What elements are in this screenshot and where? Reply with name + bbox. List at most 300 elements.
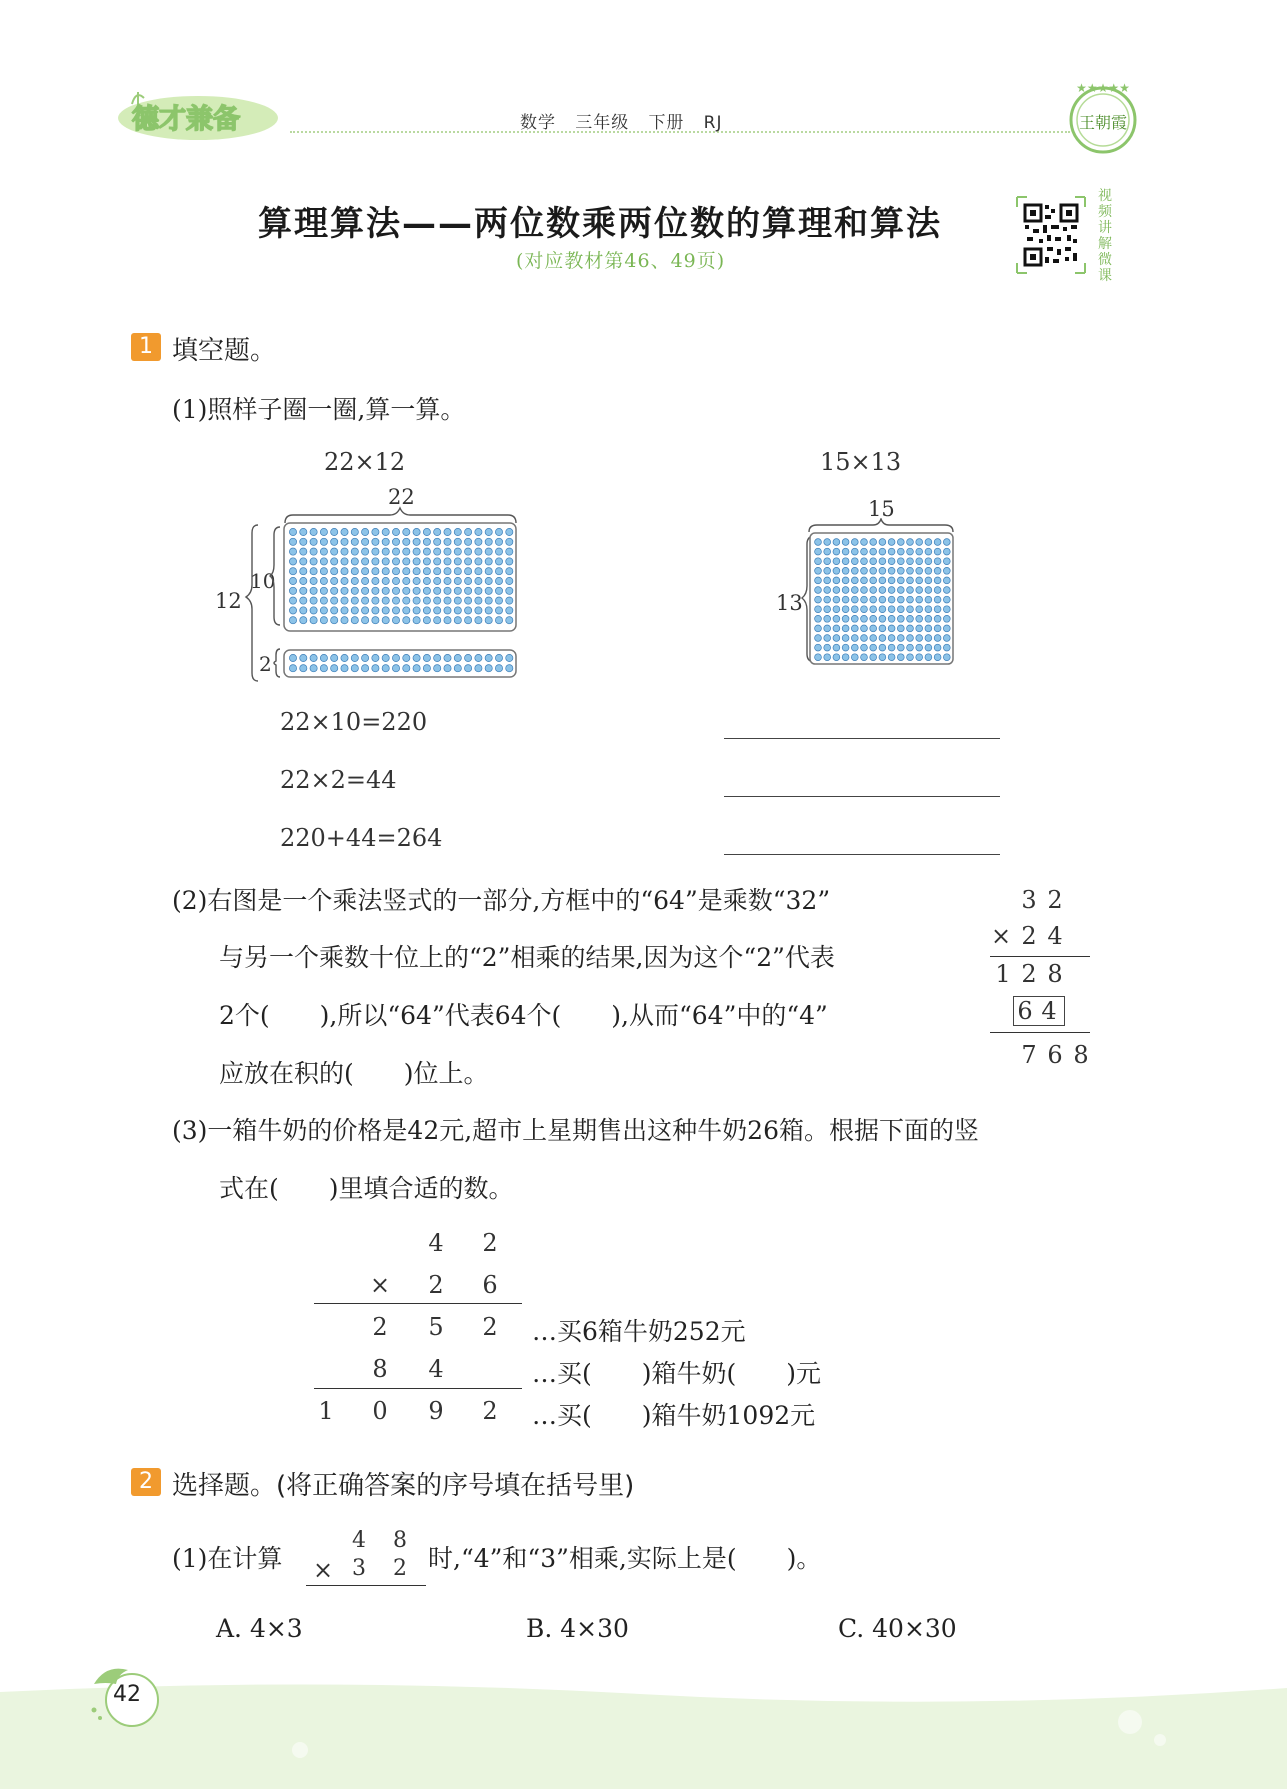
dot: [916, 615, 923, 622]
s2-multiply-sign: ×: [312, 1556, 334, 1584]
dot: [916, 587, 923, 594]
dot: [351, 558, 358, 565]
dot: [879, 596, 886, 603]
dot: [824, 539, 831, 546]
dot: [943, 558, 950, 565]
qr-code-icon[interactable]: [1015, 195, 1087, 275]
dot: [934, 644, 941, 651]
dot: [465, 587, 472, 594]
dot: [495, 607, 502, 614]
dot: [341, 548, 348, 555]
q2-digit: 8: [1073, 1041, 1089, 1069]
dot: [475, 665, 482, 672]
dot: [465, 528, 472, 535]
dot: [833, 596, 840, 603]
dot: [413, 665, 420, 672]
dot: [916, 596, 923, 603]
dot: [413, 558, 420, 565]
dot: [506, 597, 513, 604]
dot: [934, 548, 941, 555]
dot: [851, 539, 858, 546]
dot: [916, 644, 923, 651]
dot: [403, 607, 410, 614]
dot: [851, 625, 858, 632]
dot: [423, 568, 430, 575]
q2-line-4: 应放在积的( )位上。: [219, 1059, 489, 1088]
dot: [495, 577, 502, 584]
dot: [351, 538, 358, 545]
dot: [925, 596, 932, 603]
dot: [879, 539, 886, 546]
section-2-title: 选择题。(将正确答案的序号填在括号里): [172, 1471, 635, 1501]
s2-q1-vertical: [306, 1526, 426, 1588]
dot: [506, 607, 513, 614]
dot: [362, 597, 369, 604]
dot: [943, 577, 950, 584]
dot: [413, 568, 420, 575]
dot: [943, 606, 950, 613]
dot: [861, 635, 868, 642]
dot: [842, 615, 849, 622]
task-width-label: 15: [868, 497, 895, 521]
dot: [444, 568, 451, 575]
page-title: 算理算法——两位数乘两位数的算理和算法: [258, 204, 942, 244]
option-c[interactable]: C. 40×30: [838, 1614, 957, 1643]
dot: [861, 558, 868, 565]
q3-rule-2: [314, 1388, 522, 1389]
dot: [870, 644, 877, 651]
dot: [423, 538, 430, 545]
dot: [907, 615, 914, 622]
dot: [382, 597, 389, 604]
header-subtitle: [520, 108, 722, 133]
dot: [341, 587, 348, 594]
grade: 三年级: [575, 113, 630, 133]
dot: [907, 625, 914, 632]
dot: [824, 567, 831, 574]
dot: [444, 607, 451, 614]
q3-vertical-multiplication: [314, 1225, 524, 1425]
dot: [833, 635, 840, 642]
dot: [934, 587, 941, 594]
q3-digit: 4: [428, 1355, 444, 1383]
dot: [382, 577, 389, 584]
q3-digit: 9: [428, 1397, 444, 1425]
dot: [320, 597, 327, 604]
dot: [907, 548, 914, 555]
dot: [879, 606, 886, 613]
dot: [815, 558, 822, 565]
dot: [382, 587, 389, 594]
dot: [362, 558, 369, 565]
dot: [897, 596, 904, 603]
dot: [392, 528, 399, 535]
dot: [888, 644, 895, 651]
dot: [833, 615, 840, 622]
example-step-2: 22×2=44: [280, 766, 397, 794]
dot: [495, 548, 502, 555]
dot: [341, 577, 348, 584]
dot: [506, 617, 513, 624]
dot: [423, 558, 430, 565]
dot: [934, 635, 941, 642]
dot: [495, 558, 502, 565]
dot: [372, 607, 379, 614]
dot: [351, 617, 358, 624]
dot: [888, 577, 895, 584]
dot: [815, 539, 822, 546]
dot: [320, 548, 327, 555]
dot: [362, 548, 369, 555]
dot: [362, 528, 369, 535]
dot: [454, 568, 461, 575]
dot: [475, 587, 482, 594]
dot: [454, 665, 461, 672]
dot: [465, 568, 472, 575]
q3-note-1: …买6箱牛奶252元: [532, 1317, 746, 1346]
s2-digit: 4: [352, 1528, 366, 1553]
dot: [861, 644, 868, 651]
q2-digit: 2: [1021, 922, 1037, 950]
dot: [861, 577, 868, 584]
dot: [943, 587, 950, 594]
dot: [495, 654, 502, 661]
dot: [300, 654, 307, 661]
dot: [382, 617, 389, 624]
dot: [897, 587, 904, 594]
dot: [888, 625, 895, 632]
option-b[interactable]: B. 4×30: [526, 1614, 629, 1643]
dot: [351, 548, 358, 555]
dot: [842, 654, 849, 661]
dot: [495, 528, 502, 535]
dot: [475, 607, 482, 614]
q2-digit: 8: [1047, 960, 1063, 988]
dot: [413, 607, 420, 614]
q2-line-1: (2)右图是一个乘法竖式的一部分,方框中的“64”是乘数“32”: [172, 886, 831, 915]
dot: [815, 644, 822, 651]
dot: [341, 617, 348, 624]
dot: [870, 558, 877, 565]
dot: [907, 635, 914, 642]
task-dot-array: [795, 518, 955, 673]
dot: [870, 615, 877, 622]
s2-digit: 2: [393, 1556, 407, 1581]
dot: [372, 654, 379, 661]
dot: [916, 577, 923, 584]
dot: [392, 654, 399, 661]
footer-decoration: [0, 1680, 1287, 1789]
dot: [506, 568, 513, 575]
dot: [403, 577, 410, 584]
dot: [300, 568, 307, 575]
dot: [833, 654, 840, 661]
dot: [934, 558, 941, 565]
q2-rule-1: [990, 956, 1090, 957]
q1-prompt: (1)照样子圈一圈,算一算。: [172, 395, 466, 424]
dot: [842, 625, 849, 632]
dot: [444, 587, 451, 594]
dot: [842, 606, 849, 613]
dot: [320, 568, 327, 575]
dot: [833, 625, 840, 632]
dot: [506, 538, 513, 545]
dot: [382, 558, 389, 565]
dot: [870, 606, 877, 613]
dot: [888, 635, 895, 642]
q3-digit: 5: [428, 1313, 444, 1341]
s2-rule: [306, 1585, 426, 1586]
dot: [842, 567, 849, 574]
dot: [934, 539, 941, 546]
example-step-3: 220+44=264: [280, 824, 443, 852]
dot: [392, 548, 399, 555]
dot: [934, 596, 941, 603]
dot: [382, 528, 389, 535]
dot: [925, 635, 932, 642]
dot: [485, 558, 492, 565]
page-number: 42: [113, 1682, 141, 1707]
dot: [506, 548, 513, 555]
dot: [341, 607, 348, 614]
dot: [934, 606, 941, 613]
dot: [331, 607, 338, 614]
dot: [351, 577, 358, 584]
dot: [465, 538, 472, 545]
dot: [506, 665, 513, 672]
dot: [454, 617, 461, 624]
dot: [310, 558, 317, 565]
dot: [341, 568, 348, 575]
dot: [331, 587, 338, 594]
dot: [485, 528, 492, 535]
q3-note-2: …买( )箱牛奶( )元: [532, 1359, 822, 1388]
dot: [444, 654, 451, 661]
dot: [842, 644, 849, 651]
dot: [382, 538, 389, 545]
dot: [289, 568, 296, 575]
dot: [824, 625, 831, 632]
dot: [310, 665, 317, 672]
dot: [465, 558, 472, 565]
dot: [870, 635, 877, 642]
s2-q1-prefix: (1)在计算: [172, 1544, 283, 1573]
dot: [879, 654, 886, 661]
dot: [851, 558, 858, 565]
dot: [943, 644, 950, 651]
dot: [310, 548, 317, 555]
dot: [907, 577, 914, 584]
example-top-brace-label: 10: [250, 569, 276, 593]
dot: [454, 587, 461, 594]
dot: [897, 635, 904, 642]
dot: [485, 654, 492, 661]
dot: [320, 528, 327, 535]
dot: [331, 528, 338, 535]
dot: [331, 568, 338, 575]
q2-digit: 2: [1021, 960, 1037, 988]
dot: [351, 587, 358, 594]
dot: [434, 558, 441, 565]
dot: [815, 577, 822, 584]
dot: [310, 568, 317, 575]
dot: [362, 654, 369, 661]
dot: [392, 597, 399, 604]
dot: [907, 606, 914, 613]
dot: [320, 538, 327, 545]
dot: [434, 548, 441, 555]
dot: [310, 607, 317, 614]
dot: [824, 654, 831, 661]
dot: [879, 548, 886, 555]
dot: [382, 654, 389, 661]
dot: [331, 665, 338, 672]
dot: [907, 596, 914, 603]
dot: [331, 597, 338, 604]
dot: [815, 567, 822, 574]
q3-digit: 2: [482, 1229, 498, 1257]
q3-digit: 2: [482, 1397, 498, 1425]
page-subtitle: (对应教材第46、49页): [516, 250, 726, 272]
dot: [310, 617, 317, 624]
dot: [943, 625, 950, 632]
q2-rule-2: [990, 1032, 1090, 1033]
dot: [506, 577, 513, 584]
dot: [815, 635, 822, 642]
dot: [403, 587, 410, 594]
dot: [870, 577, 877, 584]
dot: [916, 548, 923, 555]
dot: [925, 606, 932, 613]
example-outer-brace-label: 12: [215, 589, 242, 613]
dot: [916, 558, 923, 565]
dot: [815, 587, 822, 594]
dot: [934, 567, 941, 574]
dot: [485, 665, 492, 672]
dot: [815, 548, 822, 555]
dot: [934, 654, 941, 661]
dot: [454, 607, 461, 614]
dot: [824, 548, 831, 555]
dot: [289, 654, 296, 661]
dot: [925, 587, 932, 594]
dot: [310, 538, 317, 545]
dot: [372, 528, 379, 535]
dot: [362, 538, 369, 545]
dot: [454, 577, 461, 584]
dot: [943, 548, 950, 555]
dot: [289, 548, 296, 555]
dot: [289, 665, 296, 672]
dot: [372, 558, 379, 565]
dot: [351, 607, 358, 614]
dot: [300, 528, 307, 535]
dot: [907, 587, 914, 594]
dot: [289, 587, 296, 594]
dot: [413, 597, 420, 604]
dot: [444, 528, 451, 535]
dot: [879, 615, 886, 622]
logo-text: 德才兼备: [132, 104, 240, 135]
dot: [815, 606, 822, 613]
dot: [879, 577, 886, 584]
dot: [341, 654, 348, 661]
dot: [824, 577, 831, 584]
q3-digit: 2: [482, 1313, 498, 1341]
dot: [888, 567, 895, 574]
dot: [851, 548, 858, 555]
dot: [413, 617, 420, 624]
dot: [888, 596, 895, 603]
dot: [454, 558, 461, 565]
dot: [861, 625, 868, 632]
q3-digit: 2: [428, 1271, 444, 1299]
dot: [310, 597, 317, 604]
dot: [897, 567, 904, 574]
dot: [833, 644, 840, 651]
dot: [824, 606, 831, 613]
dot: [495, 665, 502, 672]
answer-line-2[interactable]: [724, 796, 1000, 797]
dot: [341, 538, 348, 545]
subject: 数学: [520, 113, 556, 133]
dot: [392, 617, 399, 624]
volume: 下册: [648, 113, 685, 133]
dot: [434, 587, 441, 594]
dot: [434, 607, 441, 614]
answer-line-1[interactable]: [724, 738, 1000, 739]
dot: [916, 606, 923, 613]
dot: [879, 558, 886, 565]
dot: [897, 606, 904, 613]
q2-digit: 4: [1041, 997, 1057, 1025]
task-height-label: 13: [776, 591, 803, 615]
dot: [925, 539, 932, 546]
dot: [842, 548, 849, 555]
dot: [897, 558, 904, 565]
dot: [423, 607, 430, 614]
dot: [824, 587, 831, 594]
dot: [833, 606, 840, 613]
example-label: 22×12: [324, 448, 406, 476]
dot: [423, 665, 430, 672]
q2-digit: 2: [1047, 886, 1063, 914]
dot: [870, 596, 877, 603]
dot: [815, 625, 822, 632]
dot: [392, 587, 399, 594]
section-2-number: 2: [131, 1468, 161, 1496]
dot: [897, 577, 904, 584]
dot: [310, 577, 317, 584]
dot: [392, 665, 399, 672]
dot: [341, 597, 348, 604]
dot: [454, 654, 461, 661]
seal-text: 王朝霞: [1078, 113, 1128, 132]
dot: [413, 654, 420, 661]
dot: [815, 596, 822, 603]
dot: [475, 558, 482, 565]
seal-icon: [1063, 78, 1143, 158]
dot: [897, 548, 904, 555]
answer-line-3[interactable]: [724, 854, 1000, 855]
dot: [925, 625, 932, 632]
option-a[interactable]: A. 4×3: [216, 1614, 303, 1643]
dot: [475, 597, 482, 604]
dot: [444, 617, 451, 624]
dot: [423, 597, 430, 604]
dot: [506, 558, 513, 565]
dot: [289, 558, 296, 565]
